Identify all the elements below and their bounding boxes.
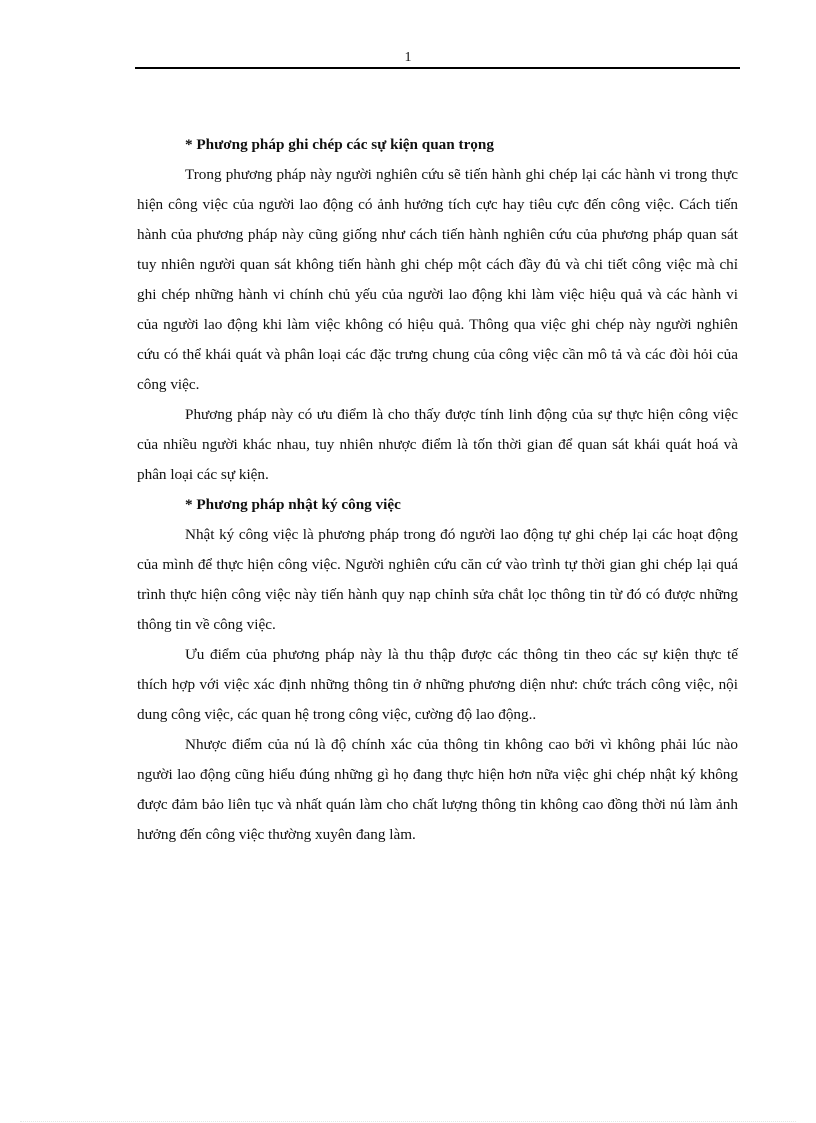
paragraph-work-diary-advantages: Ưu điểm của phương pháp này là thu thập được các thông tin theo các sự kiện thực tế thích hợp với việc xác định những thông tin ở những phương diện như: chức trách công việc, nội dung công việc, các quan hệ trong công việc, cường độ lao động.. — [137, 646, 738, 723]
paragraph-critical-incidents-description: Trong phương pháp này người nghiên cứu sẽ tiến hành ghi chép lại các hành vi trong thực hiện công việc của người lao động có ảnh hưởng tích cực hay tiêu cực đến công việc. Cách tiến hành của phương pháp này cũng giống như cách tiến hành nghiên cứu của phương pháp quan sát tuy nhiên người quan sát không tiến hành ghi chép một cách đầy đủ và chi tiết công việc mà chỉ ghi chép những hành vi chính chủ yếu của người lao động khi làm việc hiệu quả và các hành vi của người lao động khi làm việc không có hiệu quả. Thông qua việc ghi chép này người nghiên cứu có thể khái quát và phân loại các đặc trưng chung của công việc cần mô tả và các đòi hỏi của công việc. — [137, 166, 738, 393]
section-heading-work-diary: * Phương pháp nhật ký công việc — [185, 496, 401, 513]
section-heading-critical-incidents: * Phương pháp ghi chép các sự kiện quan trọng — [185, 136, 494, 153]
document-body — [137, 130, 738, 850]
header-rule — [135, 67, 740, 69]
page-bottom-border — [20, 1121, 796, 1122]
paragraph-work-diary-disadvantages: Nhược điểm của nú là độ chính xác của thông tin không cao bởi vì không phải lúc nào người lao động cũng hiểu đúng những gì họ đang thực hiện hơn nữa việc ghi chép nhật ký không được đảm bảo liên tục và nhất quán làm cho chất lượng thông tin không cao đồng thời nú làm ảnh hưởng đến công việc thường xuyên đang làm. — [137, 736, 738, 843]
page-number: 1 — [404, 50, 412, 65]
paragraph-critical-incidents-evaluation: Phương pháp này có ưu điểm là cho thấy được tính linh động của sự thực hiện công việc của nhiều người khác nhau, tuy nhiên nhược điểm là tốn thời gian để quan sát khái quát hoá và phân loại các sự kiện. — [137, 406, 738, 483]
paragraph-work-diary-description: Nhật ký công việc là phương pháp trong đó người lao động tự ghi chép lại các hoạt động của mình để thực hiện công việc. Người nghiên cứu căn cứ vào trình tự thời gian ghi chép lại quá trình thực hiện công việc này tiến hành quy nạp chỉnh sửa chắt lọc thông tin từ đó có được những thông tin về công việc. — [137, 526, 738, 633]
